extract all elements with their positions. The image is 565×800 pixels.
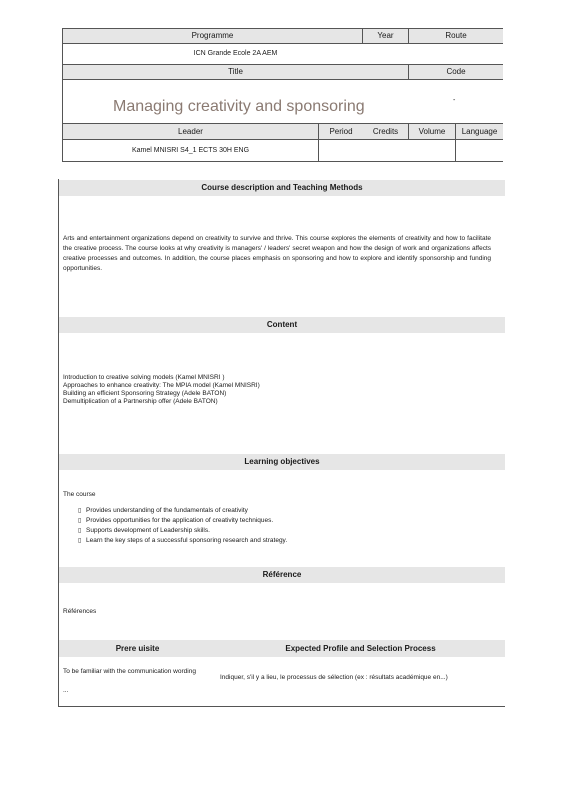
content-line: Building an efficient Sponsoring Strategy (Adele BATON) bbox=[63, 390, 227, 397]
content-heading: Content bbox=[59, 317, 505, 333]
reference-text: Références bbox=[63, 608, 97, 615]
content-line: Introduction to creative solving models (Kamel MNISRI ) bbox=[63, 374, 225, 381]
volume-label: Volume bbox=[409, 124, 455, 139]
prerequisite-text: To be familiar with the communication wording bbox=[63, 668, 196, 675]
code-label: Code bbox=[409, 65, 503, 79]
objectives-intro: The course bbox=[63, 491, 96, 498]
objective-item: ▯ Supports development of Leadership skills. bbox=[78, 526, 478, 536]
prerequisite-ellipsis: ... bbox=[63, 687, 69, 694]
content-list bbox=[63, 374, 463, 406]
description-heading: Course description and Teaching Methods bbox=[59, 180, 505, 196]
reference-heading: Référence bbox=[59, 567, 505, 583]
credits-label: Credits bbox=[363, 124, 408, 139]
title-label: Title bbox=[63, 65, 408, 79]
programme-label: Programme bbox=[63, 29, 362, 43]
programme-value: ICN Grande Ecole 2A AEM bbox=[193, 50, 278, 57]
profile-text: Indiquer, s'il y a lieu, le processus de sélection (ex : résultats académique en...) bbox=[220, 674, 448, 681]
period-label: Period bbox=[319, 124, 363, 139]
content-line: Approaches to enhance creativity: The MPIA model (Kamel MNISRI) bbox=[63, 382, 260, 389]
objective-item: ▯ Provides understanding of the fundamentals of creativity bbox=[78, 506, 478, 516]
objective-item: ▯ Provides opportunities for the application of creativity techniques. bbox=[78, 516, 478, 526]
code-value: - bbox=[453, 97, 456, 104]
course-title: Managing creativity and sponsoring bbox=[113, 98, 365, 115]
leader-value: Kamel MNISRI S4_1 ECTS 30H ENG bbox=[131, 147, 250, 154]
year-label: Year bbox=[363, 29, 408, 43]
profile-heading: Expected Profile and Selection Process bbox=[216, 640, 505, 657]
objective-item: ▯ Learn the key steps of a successful sponsoring research and strategy. bbox=[78, 536, 478, 546]
leader-label: Leader bbox=[63, 124, 318, 139]
description-text: Arts and entertainment organizations depend on creativity to survive and thrive. This course explores the elements of creativity and how to facilitate the creative process. The course looks at why creativity is managers' / leaders' secret weapon and how the design of work and organizations affects creative processes and outcomes. In addition, the course places emphasis on sponsoring and how to explore and identify sponsorship and funding opportunities. bbox=[63, 235, 491, 272]
objectives-list bbox=[78, 506, 478, 546]
content-line: Demultiplication of a Partnership offer (Adele BATON) bbox=[63, 398, 218, 405]
language-label: Language bbox=[456, 124, 503, 139]
route-label: Route bbox=[409, 29, 503, 43]
objectives-heading: Learning objectives bbox=[59, 454, 505, 470]
prerequisite-heading: Prere uisite bbox=[59, 640, 216, 657]
